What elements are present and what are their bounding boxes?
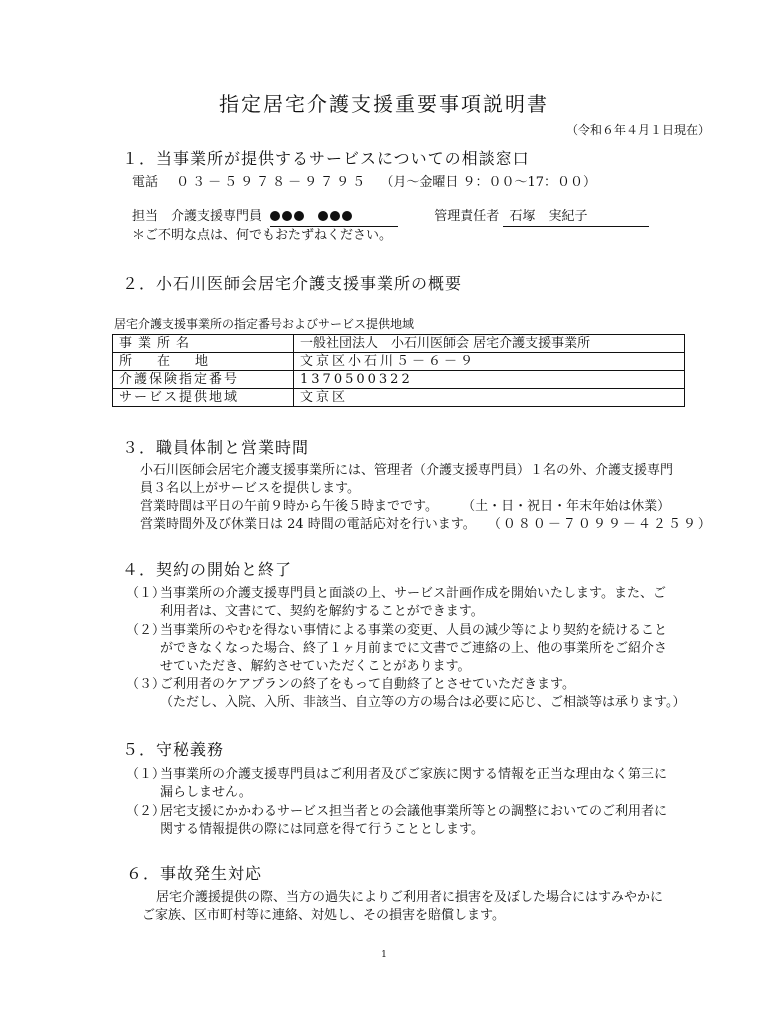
section-3-heading: ３．職員体制と営業時間 bbox=[122, 438, 310, 457]
phone-line bbox=[132, 174, 596, 191]
item-line: 利用者は、文書にて、契約を解約することができます。 bbox=[160, 604, 484, 619]
section-1-heading: １．当事業所が提供するサービスについての相談窓口 bbox=[122, 149, 530, 168]
table-row bbox=[113, 335, 685, 353]
hours-text: 営業時間は平日の午前９時から午後５時までです。 bbox=[140, 499, 438, 514]
table-row bbox=[113, 371, 685, 389]
item-number: （１） bbox=[126, 586, 166, 601]
inquiry-note: ＊ご不明な点は、何でもおたずねください。 bbox=[132, 228, 393, 243]
after-hours-text: 営業時間外及び休業日は 24 時間の電話応対を行います。 bbox=[140, 517, 476, 532]
item-line: 漏らしません。 bbox=[160, 785, 252, 800]
list-item bbox=[126, 803, 736, 843]
staff-name-redacted bbox=[270, 208, 398, 227]
list-item bbox=[126, 676, 736, 716]
row-value: 文京区 bbox=[294, 389, 685, 407]
row-value: 一般社団法人 小石川医師会 居宅介護支援事業所 bbox=[294, 335, 685, 353]
row-key: 所 在 地 bbox=[113, 353, 294, 371]
list-item bbox=[126, 766, 736, 806]
phone-label: 電話 bbox=[132, 175, 159, 190]
accident-line-1: 居宅介護援提供の際、当方の過失によりご利用者に損害を及ぼした場合にはすみやかに bbox=[156, 890, 664, 905]
office-info-table bbox=[112, 334, 685, 407]
row-value: 文京区小石川５－６－９ bbox=[294, 353, 685, 371]
phone-number: ０３－５９７８－９７９５ bbox=[176, 175, 369, 190]
item-line: ご利用者のケアプランの終了をもって自動終了とさせていただきます。 bbox=[160, 677, 575, 692]
table-row bbox=[113, 389, 685, 407]
business-hours: （月～金曜日 ９：００～17：００） bbox=[380, 175, 596, 190]
item-number: （２） bbox=[126, 804, 166, 819]
table-row bbox=[113, 353, 685, 371]
list-item bbox=[126, 585, 736, 625]
item-line: 当事業所のやむを得ない事情による事業の変更、人員の減少等により契約を続けること bbox=[160, 623, 668, 638]
staffing-line-2: 員３名以上がサービスを提供します。 bbox=[140, 481, 360, 496]
item-line: ができなくなった場合、終了１ヶ月前までに文書でご連絡の上、他の事業所をご紹介さ bbox=[160, 641, 668, 656]
row-key: サービス提供地域 bbox=[113, 389, 294, 407]
as-of-date: （令和６年４月１日現在） bbox=[565, 123, 710, 137]
page-number: 1 bbox=[381, 950, 387, 960]
after-hours-phone: （０８０－７０９９－４２５９） bbox=[487, 517, 713, 532]
hours-line bbox=[140, 498, 670, 515]
row-key: 事業所名 bbox=[113, 335, 294, 353]
item-line: 当事業所の介護支援専門員と面談の上、サービス計画作成を開始いたします。また、ご bbox=[160, 586, 666, 601]
item-line: （ただし、入院、入所、非該当、自立等の方の場合は必要に応じ、ご相談等は承ります。） bbox=[160, 695, 686, 710]
section-2-heading: ２．小石川医師会居宅介護支援事業所の概要 bbox=[122, 274, 463, 293]
list-item bbox=[126, 622, 736, 680]
section-5-heading: ５．守秘義務 bbox=[122, 740, 225, 759]
item-line: せていただき、解約させていただくことがあります。 bbox=[160, 659, 471, 674]
section-6-heading: ６．事故発生対応 bbox=[126, 864, 263, 883]
accident-line-2: ご家族、区市町村等に連絡、対処し、その損害を賠償します。 bbox=[142, 908, 505, 923]
section-4-heading: ４．契約の開始と終了 bbox=[122, 560, 293, 579]
item-line: 居宅支援にかかわるサービス担当者との会議他事業所等との調整においてのご利用者に bbox=[160, 804, 668, 819]
item-line: 当事業所の介護支援専門員はご利用者及びご家族に関する情報を正当な理由なく第三に bbox=[160, 767, 668, 782]
manager-label: 管理責任者 bbox=[434, 209, 500, 224]
table-caption: 居宅介護支援事業所の指定番号およびサービス提供地域 bbox=[114, 317, 415, 331]
item-number: （２） bbox=[126, 623, 166, 638]
item-line: 関する情報提供の際には同意を得て行うこととします。 bbox=[160, 822, 484, 837]
manager-name: 石塚 実紀子 bbox=[503, 208, 649, 227]
document-title: 指定居宅介護支援重要事項説明書 bbox=[219, 92, 549, 116]
row-key: 介護保険指定番号 bbox=[113, 371, 294, 389]
holiday-text: （土・日・祝日・年末年始は休業） bbox=[462, 499, 671, 514]
staff-line bbox=[132, 208, 649, 227]
staffing-line-1: 小石川医師会居宅介護支援事業所には、管理者（介護支援専門員）１名の外、介護支援専門 bbox=[140, 463, 674, 478]
item-number: （１） bbox=[126, 767, 166, 782]
row-value: 1370500322 bbox=[294, 371, 685, 389]
staff-label: 担当 介護支援専門員 bbox=[132, 209, 263, 224]
after-hours-line bbox=[140, 516, 713, 533]
item-number: （３） bbox=[126, 677, 166, 692]
